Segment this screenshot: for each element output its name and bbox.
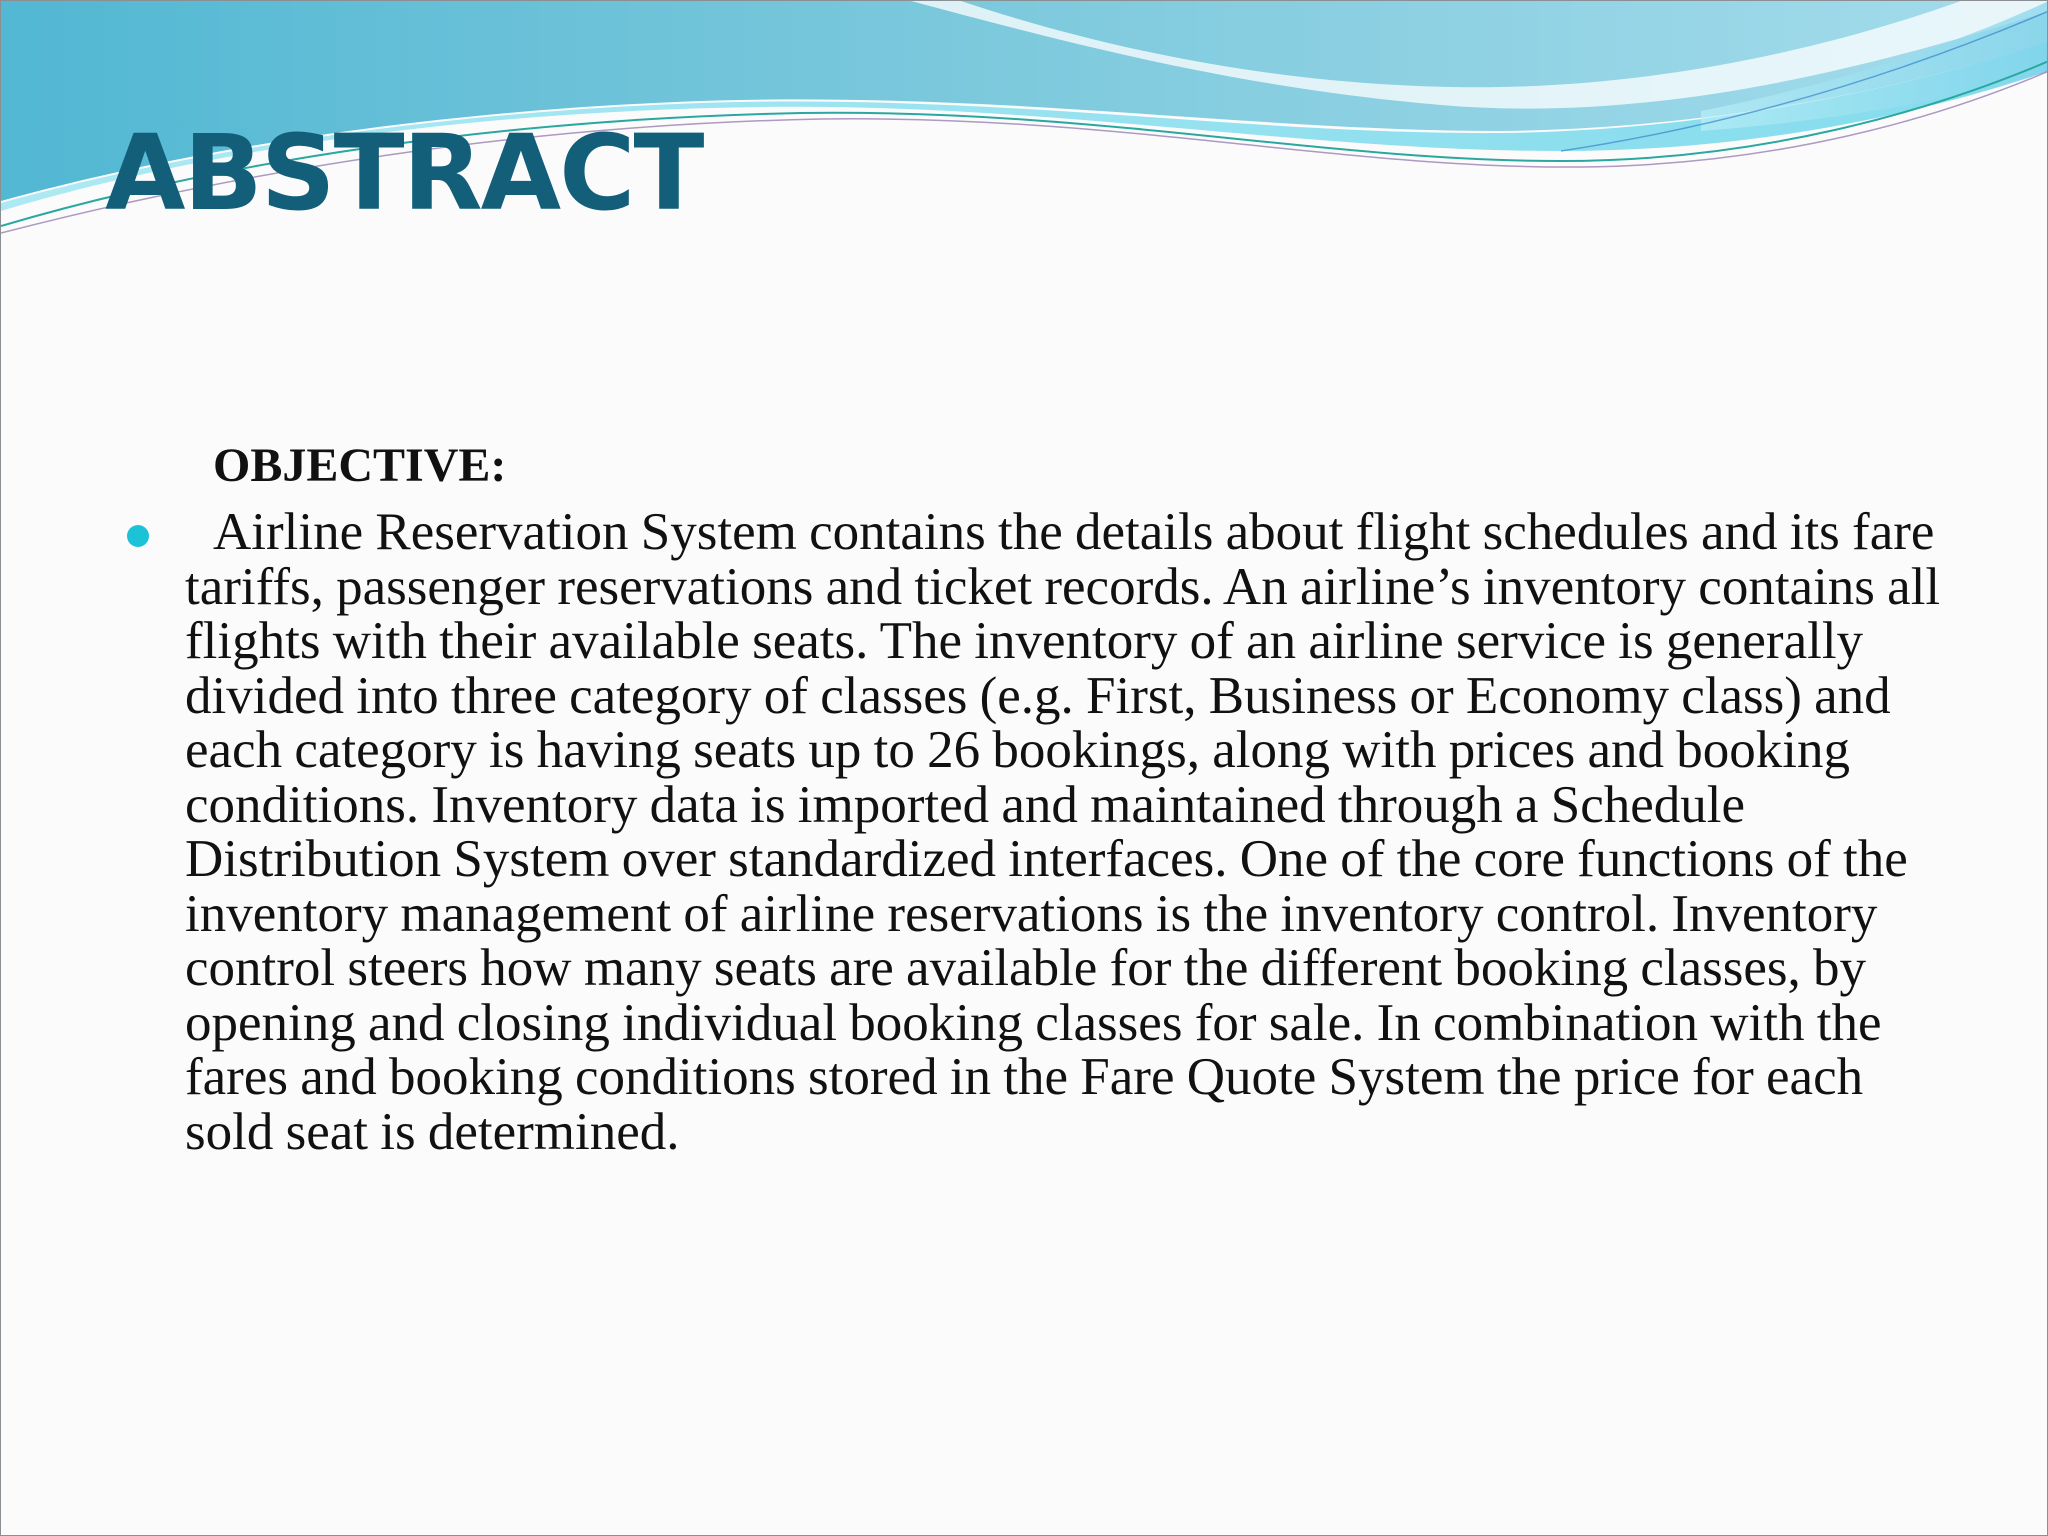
abstract-paragraph: Airline Reservation System contains the details about flight schedules and its fare tariffs, passenger reservations and ticket records. An airline’s inventory contains all flights with their available seats. The inventory of an airline service is generally divided into three category of classes (e.g. First, Business or Economy class) and each category is having seats up to 26 bookings, along with prices and booking conditions. Inventory data is imported and maintained through a Schedule Distribution System over standardized interfaces. One of the core functions of the inventory management of airline reservations is the inventory control. Inventory control steers how many seats are available for the different booking classes, by opening and closing individual booking classes for sale. In combination with the fares and booking conditions stored in the Fare Quote System the price for each sold seat is determined. xyxy=(185,503,1941,1161)
bullet-dot-icon xyxy=(127,525,149,547)
objective-heading: OBJECTIVE: xyxy=(213,439,507,492)
slide-title: ABSTRACT xyxy=(105,112,703,234)
